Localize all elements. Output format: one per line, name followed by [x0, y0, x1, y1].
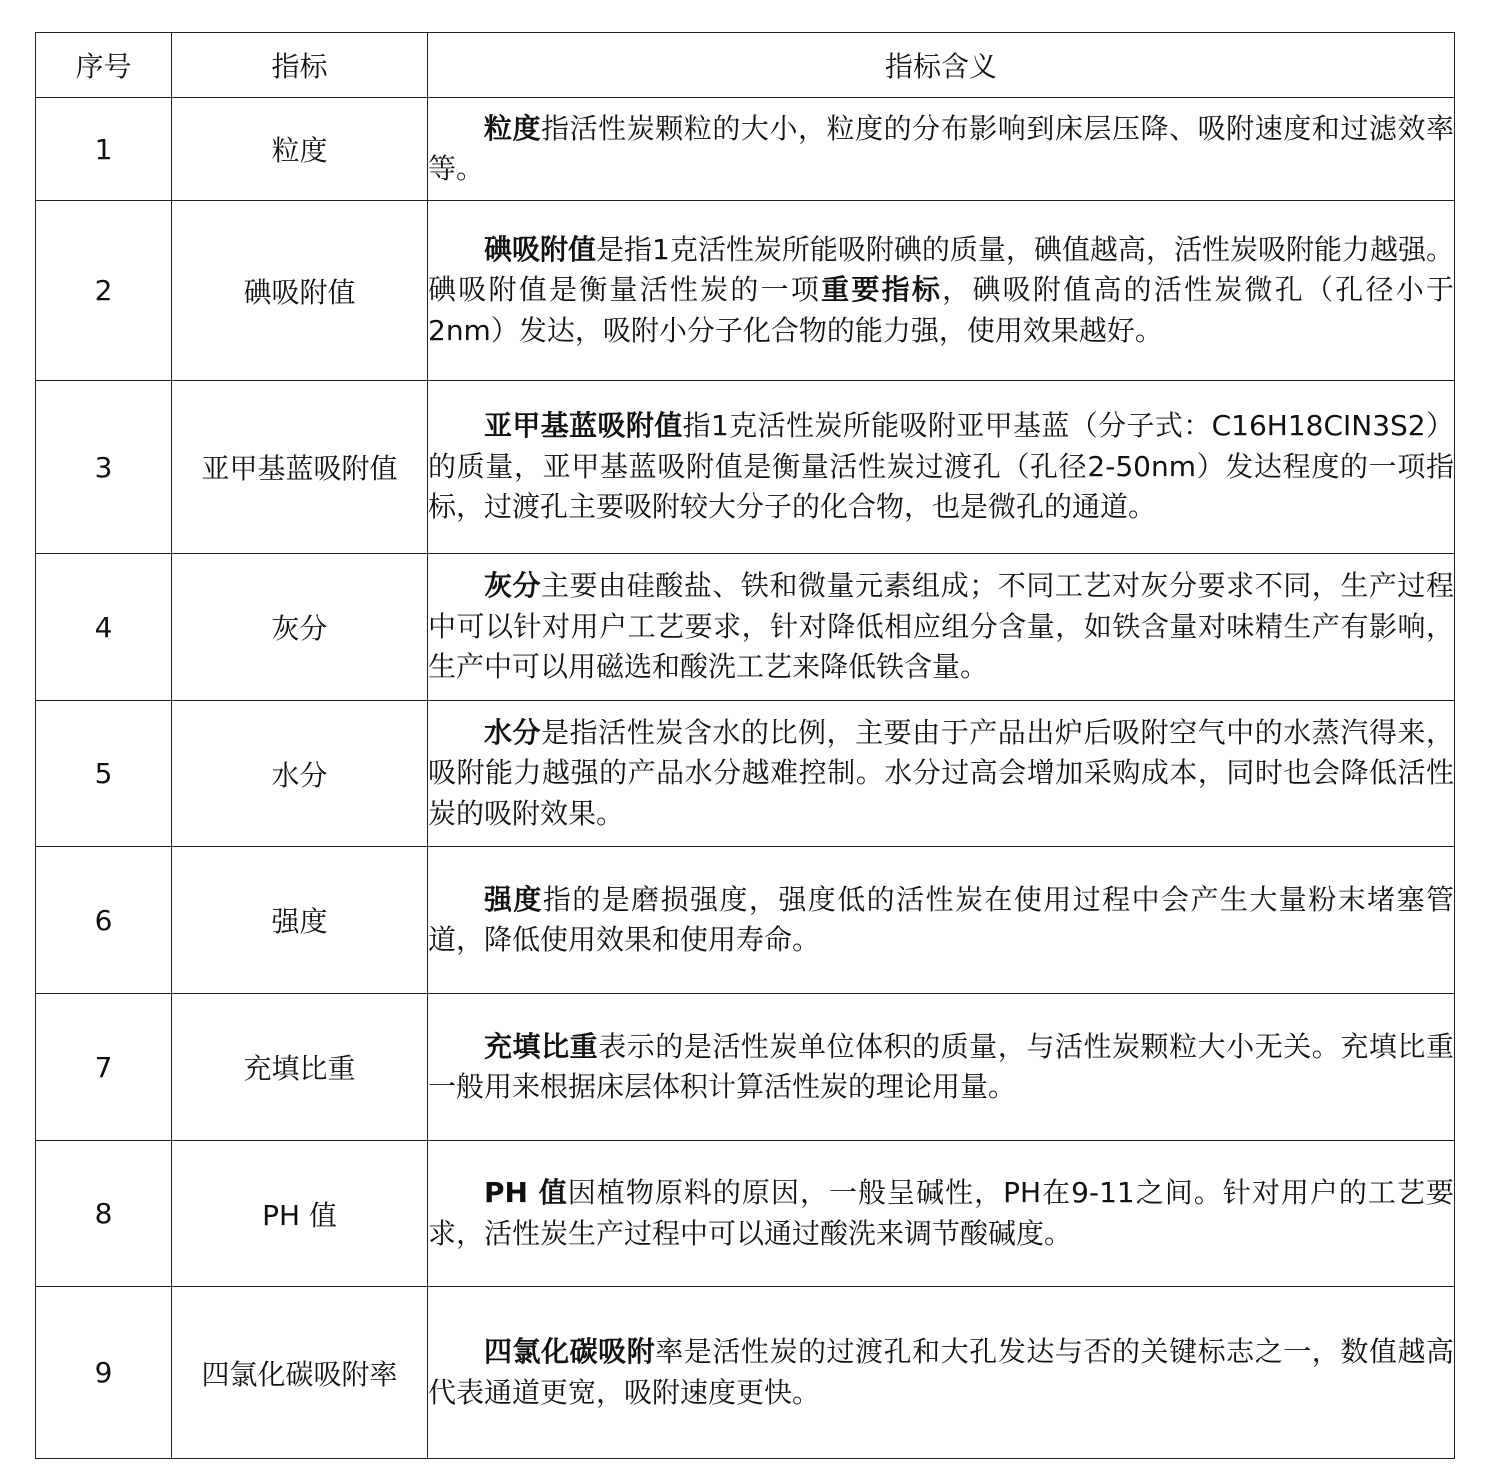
row-number: 9 [36, 1287, 172, 1459]
description-term: PH 值 [484, 1176, 568, 1209]
indicator-name: 亚甲基蓝吸附值 [172, 381, 428, 554]
table-row [36, 381, 1455, 554]
table-row [36, 1141, 1455, 1287]
header-name: 指标 [172, 33, 428, 98]
indicator-description [428, 1141, 1455, 1287]
indicator-name: 灰分 [172, 554, 428, 701]
table-row [36, 1287, 1455, 1459]
table-row [36, 554, 1455, 701]
description-term: 充填比重 [484, 1029, 599, 1063]
table-row [36, 994, 1455, 1141]
description-term: 灰分 [484, 569, 542, 603]
indicator-name: PH 值 [172, 1141, 428, 1287]
description-text: 表示的是活性炭单位体积的质量，与活性炭颗粒大小无关。充填比重一般用来根据床层体积计算活性炭的理论用量。 [428, 1029, 1454, 1103]
header-no: 序号 [36, 33, 172, 98]
description-text: 是指活性炭含水的比例，主要由于产品出炉后吸附空气中的水蒸汽得来，吸附能力越强的产品水分越难控制。水分过高会增加采购成本，同时也会降低活性炭的吸附效果。 [428, 715, 1454, 830]
indicator-name: 粒度 [172, 98, 428, 201]
indicator-description [428, 994, 1455, 1141]
header-row [36, 33, 1455, 98]
description-term: 亚甲基蓝吸附值 [484, 409, 683, 443]
header-desc: 指标含义 [428, 33, 1455, 98]
table-row [36, 98, 1455, 201]
indicator-description [428, 701, 1455, 847]
indicator-description [428, 1287, 1455, 1459]
description-term: 水分 [484, 715, 542, 749]
indicator-description [428, 554, 1455, 701]
indicator-name: 四氯化碳吸附率 [172, 1287, 428, 1459]
description-text: 率是活性炭的过渡孔和大孔发达与否的关键标志之一，数值越高代表通道更宽，吸附速度更快。 [428, 1335, 1454, 1409]
description-text: 指的是磨损强度，强度低的活性炭在使用过程中会产生大量粉末堵塞管道，降低使用效果和使用寿命。 [428, 882, 1454, 956]
description-text: ，碘吸附值高的活性炭微孔（孔径小于2nm）发达，吸附小分子化合物的能力强，使用效果越好。 [428, 273, 1454, 347]
indicator-name: 水分 [172, 701, 428, 847]
indicator-description [428, 201, 1455, 381]
description-text: 是指1克活性炭所能吸附碘的质量，碘值越高，活性炭吸附能力越强。碘吸附值是衡量活性炭的一项 [428, 232, 1454, 307]
table-row [36, 701, 1455, 847]
table-row [36, 201, 1455, 381]
indicator-description [428, 381, 1455, 554]
description-term: 四氯化碳吸附 [484, 1335, 656, 1368]
row-number: 7 [36, 994, 172, 1141]
indicator-description [428, 847, 1455, 994]
row-number: 4 [36, 554, 172, 701]
description-emphasis: 重要指标 [821, 273, 943, 307]
description-term: 强度 [484, 882, 543, 916]
indicator-description [428, 98, 1455, 201]
indicator-name: 碘吸附值 [172, 201, 428, 381]
row-number: 2 [36, 201, 172, 381]
description-text: 因植物原料的原因，一般呈碱性，PH在9-11之间。针对用户的工艺要求，活性炭生产过程中可以通过酸洗来调节酸碱度。 [428, 1176, 1454, 1250]
row-number: 3 [36, 381, 172, 554]
description-text: 主要由硅酸盐、铁和微量元素组成；不同工艺对灰分要求不同，生产过程中可以针对用户工艺要求，针对降低相应组分含量，如铁含量对味精生产有影响，生产中可以用磁选和酸洗工艺来降低铁含量。 [428, 569, 1454, 684]
indicator-name: 充填比重 [172, 994, 428, 1141]
description-text: 指活性炭颗粒的大小，粒度的分布影响到床层压降、吸附速度和过滤效率等。 [428, 111, 1454, 185]
row-number: 5 [36, 701, 172, 847]
indicator-name: 强度 [172, 847, 428, 994]
description-text: 指1克活性炭所能吸附亚甲基蓝（分子式：C16H18CIN3S2）的质量，亚甲基蓝吸附值是衡量活性炭过渡孔（孔径2-50nm）发达程度的一项指标，过渡孔主要吸附较大分子的化合物，也是微孔的通道。 [428, 409, 1454, 524]
row-number: 8 [36, 1141, 172, 1287]
indicator-table [35, 32, 1455, 1459]
row-number: 6 [36, 847, 172, 994]
row-number: 1 [36, 98, 172, 201]
description-term: 碘吸附值 [484, 232, 597, 266]
description-term: 粒度 [484, 111, 542, 145]
table-row [36, 847, 1455, 994]
